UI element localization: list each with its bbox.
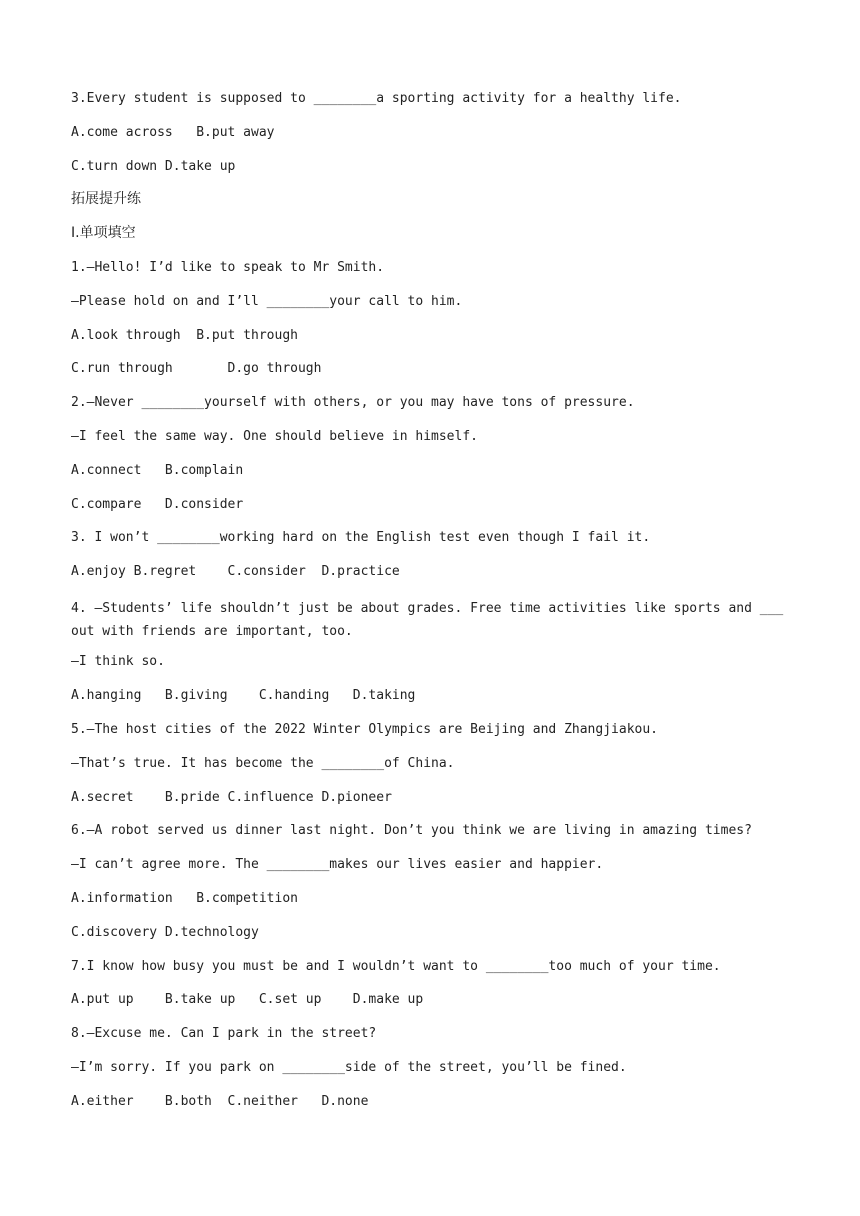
question-5-stem: 5.—The host cities of the 2022 Winter Olympics are Beijing and Zhangjiakou. (71, 722, 658, 737)
question-1-stem: 1.—Hello! I’d like to speak to Mr Smith. (71, 260, 385, 275)
question-4-options: A.hanging B.giving C.handing D.taking (71, 688, 416, 703)
question-6-reply: —I can’t agree more. The ________makes our lives easier and happier. (71, 857, 604, 872)
question-1-options-row1: A.look through B.put through (71, 328, 298, 343)
question-8-reply: —I’m sorry. If you park on ________side of the street, you’ll be fined. (71, 1060, 627, 1075)
subsection-title: Ⅰ.单项填空 (71, 225, 136, 241)
question-3-stem: 3. I won’t ________working hard on the English test even though I fail it. (71, 530, 651, 545)
question-3-options: A.enjoy B.regret C.consider D.practice (71, 564, 400, 579)
question-2-options-row2: C.compare D.consider (71, 497, 244, 512)
question-8-options: A.either B.both C.neither D.none (71, 1094, 369, 1109)
question-6-options-row1: A.information B.competition (71, 891, 298, 906)
question-1-options-row2: C.run through D.go through (71, 361, 322, 376)
prev-question-3-stem: 3.Every student is supposed to ________a sporting activity for a healthy life. (71, 91, 682, 106)
question-2-stem: 2.—Never ________yourself with others, or you may have tons of pressure. (71, 395, 635, 410)
question-2-reply: —I feel the same way. One should believe in himself. (71, 429, 478, 444)
question-4-stem: 4. —Students’ life shouldn’t just be about grades. Free time activities like sports and ___ out with friends are important, too. (71, 601, 792, 639)
question-8-stem: 8.—Excuse me. Can I park in the street? (71, 1026, 377, 1041)
section-title: 拓展提升练 (71, 191, 141, 207)
question-1-reply: —Please hold on and I’ll ________your call to him. (71, 294, 463, 309)
question-2-options-row1: A.connect B.complain (71, 463, 244, 478)
prev-question-3-options-row1: A.come across B.put away (71, 125, 275, 140)
question-5-options: A.secret B.pride C.influence D.pioneer (71, 790, 392, 805)
question-6-options-row2: C.discovery D.technology (71, 925, 259, 940)
question-5-reply: —That’s true. It has become the ________of China. (71, 756, 455, 771)
prev-question-3-options-row2: C.turn down D.take up (71, 159, 236, 174)
question-4-reply: —I think so. (71, 654, 165, 669)
question-7-stem: 7.I know how busy you must be and I wouldn’t want to ________too much of your time. (71, 959, 721, 974)
question-6-stem: 6.—A robot served us dinner last night. Don’t you think we are living in amazing times? (71, 823, 752, 838)
question-7-options: A.put up B.take up C.set up D.make up (71, 992, 424, 1007)
